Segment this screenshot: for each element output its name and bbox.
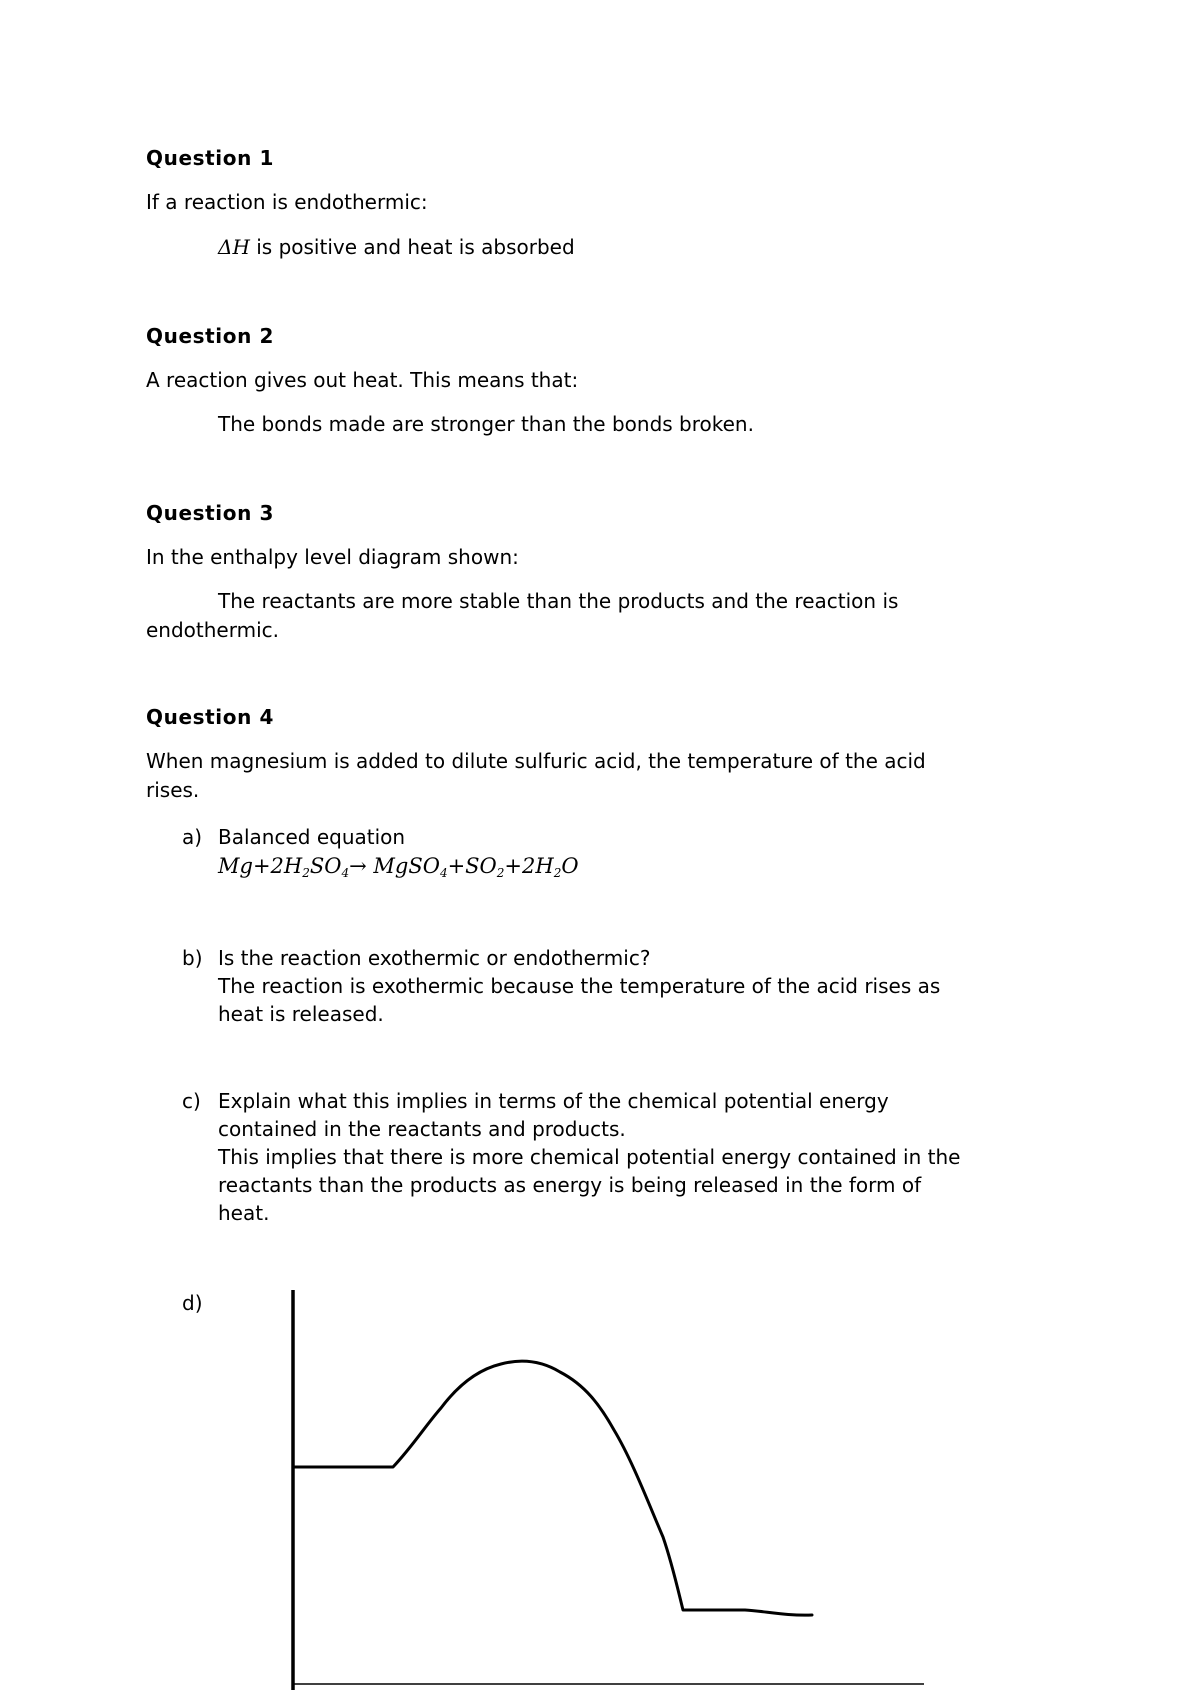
question-3-answer-line-1: The reactants are more stable than the products and the reaction is: [218, 589, 899, 613]
delta-h-symbol: ΔH: [218, 235, 250, 259]
question-2-answer: The bonds made are stronger than the bonds broken.: [218, 412, 754, 436]
question-2-heading: Question 2: [146, 324, 274, 348]
part-c-answer-line-2: reactants than the products as energy is being released in the form of: [218, 1173, 922, 1197]
part-b-answer-line-2: heat is released.: [218, 1002, 384, 1026]
part-c-question-line-1: Explain what this implies in terms of the chemical potential energy: [218, 1089, 889, 1113]
part-c-question-line-2: contained in the reactants and products.: [218, 1117, 626, 1141]
question-1-prompt: If a reaction is endothermic:: [146, 190, 428, 214]
part-c-answer-line-1: This implies that there is more chemical potential energy contained in the: [218, 1145, 961, 1169]
part-c-answer-line-3: heat.: [218, 1201, 270, 1225]
part-a-question: Balanced equation: [218, 825, 406, 849]
question-3-answer-line-2: endothermic.: [146, 618, 279, 642]
question-2-prompt: A reaction gives out heat. This means that:: [146, 368, 579, 392]
question-1-heading: Question 1: [146, 146, 274, 170]
part-d-label: d): [182, 1291, 203, 1315]
part-b-label: b): [182, 946, 203, 970]
question-3-prompt: In the enthalpy level diagram shown:: [146, 545, 519, 569]
question-3-heading: Question 3: [146, 501, 274, 525]
reaction-energy-curve: [293, 1361, 812, 1615]
part-c-label: c): [182, 1089, 201, 1113]
question-4-heading: Question 4: [146, 705, 274, 729]
question-1-answer-text: is positive and heat is absorbed: [249, 235, 575, 259]
part-b-answer-line-1: The reaction is exothermic because the temperature of the acid rises as: [218, 974, 941, 998]
balanced-equation: $Mg+2H_2SO_4\to$ $MgSO_4+SO_2+2H_2O$: [218, 854, 579, 880]
part-b-question: Is the reaction exothermic or endothermic?: [218, 946, 651, 970]
question-4-prompt-line-2: rises.: [146, 778, 200, 802]
question-4-prompt-line-1: When magnesium is added to dilute sulfuric acid, the temperature of the acid: [146, 749, 926, 773]
part-a-label: a): [182, 825, 203, 849]
